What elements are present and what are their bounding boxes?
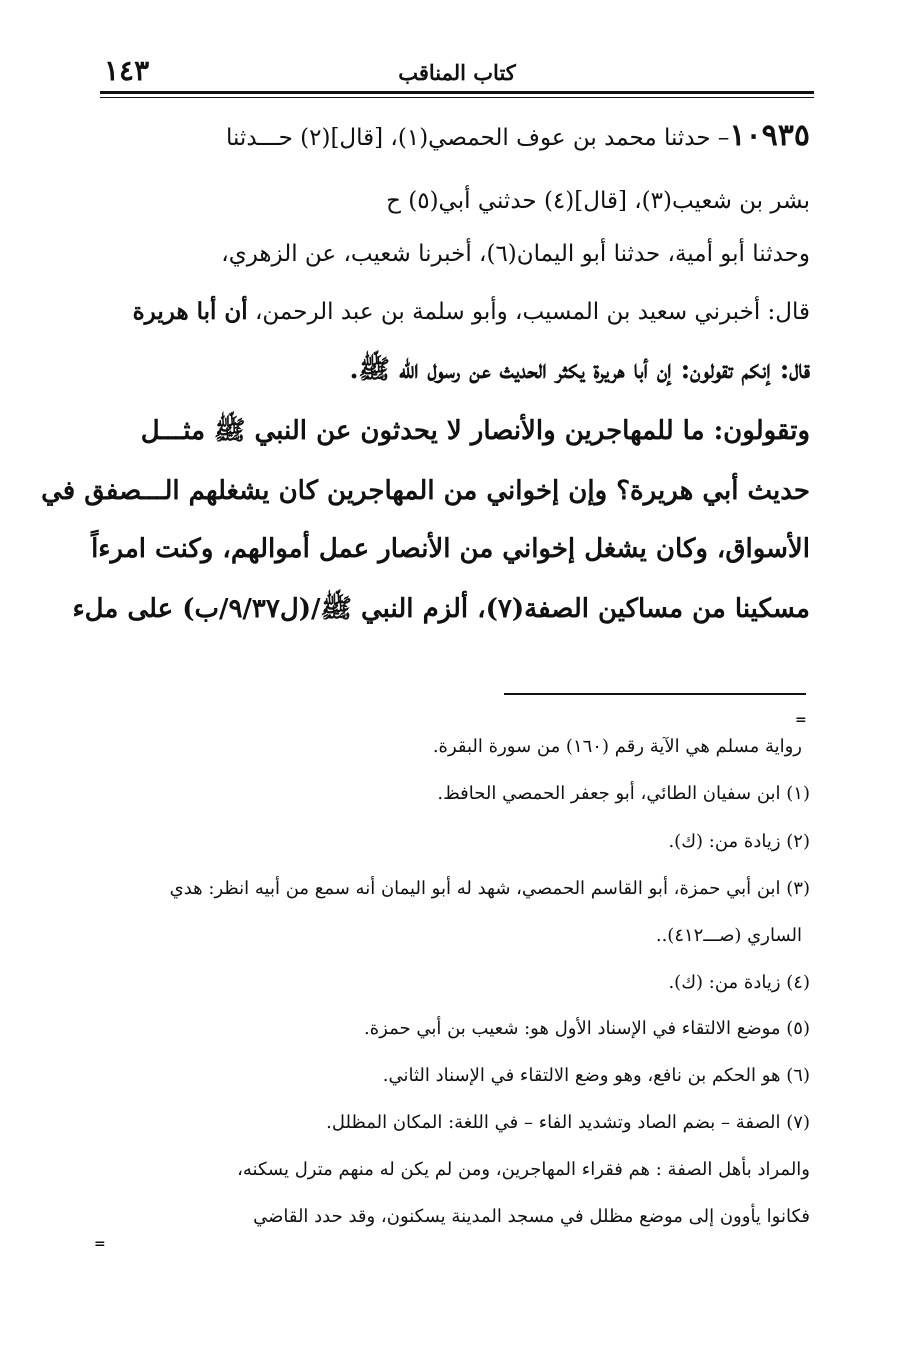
- hadith-number: ١٠٩٣٥: [729, 118, 810, 153]
- book-title: كتاب المناقب: [398, 60, 516, 85]
- hadith-line-1: [100, 111, 810, 161]
- footnote-1: (١) ابن سفيان الطائي، أبو جعفر الحمصي الحافظ.: [437, 783, 810, 804]
- hadith-line-2: بشر بن شعيب(٣)، [قال](٤) حدثني أبي(٥) ح: [386, 188, 810, 214]
- hadith-line-7: حديث أبي هريرة؟ وإن إخواني من المهاجرين كان يشغلهم الـــصفق في: [41, 476, 810, 506]
- footnote-7-line-3: فكانوا يأوون إلى موضع مظلل في مسجد المدينة يسكنون، وقد حدد القاضي: [253, 1206, 810, 1227]
- hadith-line-4-text: قال: أخبرني سعيد بن المسيب، وأبو سلمة بن عبد الرحمن،: [255, 299, 810, 325]
- hadith-line-3: وحدثنا أبو أمية، حدثنا أبو اليمان(٦)، أخبرنا شعيب، عن الزهري،: [221, 241, 810, 267]
- footnote-7-line-2: والمراد بأهل الصفة : هم فقراء المهاجرين، ومن لم يكن له منهم مترل يسكنه،: [237, 1159, 810, 1180]
- footnote-4: (٤) زيادة من: (ك).: [668, 972, 810, 993]
- footnote-continuation: رواية مسلم هي الآية رقم (١٦٠) من سورة البقرة.: [432, 736, 802, 757]
- footnote-7: (٧) الصفة – بضم الصاد وتشديد الفاء – في اللغة: المكان المظلل.: [326, 1112, 810, 1133]
- hadith-line-6: وتقولون: ما للمهاجرين والأنصار لا يحدثون عن النبي ﷺ مثـــل: [140, 416, 810, 446]
- hadith-line-5: قال: إنكم تقولون: إن أبا هريرة يكثر الحديث عن رسول الله ﷺ.: [349, 355, 810, 385]
- footnote-6: (٦) هو الحكم بن نافع، وهو وضع الالتقاء في الإسناد الثاني.: [382, 1065, 810, 1086]
- hadith-line-9: مسكينا من مساكين الصفة(٧)، ألزم النبي ﷺ/(ل٩/٣٧/ب) على ملء: [72, 594, 810, 624]
- footnote-continues-mark: =: [94, 1236, 106, 1252]
- page-header: [100, 54, 814, 94]
- footnote-5: (٥) موضع الالتقاء في الإسناد الأول هو: شعيب بن أبي حمزة.: [364, 1018, 810, 1039]
- footnote-3-line-2: الساري (صـــ٤١٢)..: [655, 925, 802, 946]
- footnote-2: (٢) زيادة من: (ك).: [668, 831, 810, 852]
- page-number: ١٤٣: [104, 54, 150, 87]
- hadith-line-8: الأسواق، وكان يشغل إخواني من الأنصار عمل أموالهم، وكنت امرءاً: [91, 534, 810, 564]
- hadith-line-1-text: – حدثنا محمد بن عوف الحمصي(١)، [قال](٢) حـــدثنا: [225, 125, 730, 151]
- footnote-separator: [504, 693, 806, 695]
- header-rule-thin: [100, 97, 814, 98]
- hadith-line-4-bold: أن أبا هريرة: [132, 298, 248, 325]
- footnote-3-line-1: (٣) ابن أبي حمزة، أبو القاسم الحمصي، شهد له أبو اليمان أنه سمع من أبيه انظر: هدي: [169, 878, 810, 899]
- header-rule-thick: [100, 91, 814, 94]
- footnote-continuation-mark: =: [795, 712, 807, 728]
- hadith-line-4: [100, 287, 810, 337]
